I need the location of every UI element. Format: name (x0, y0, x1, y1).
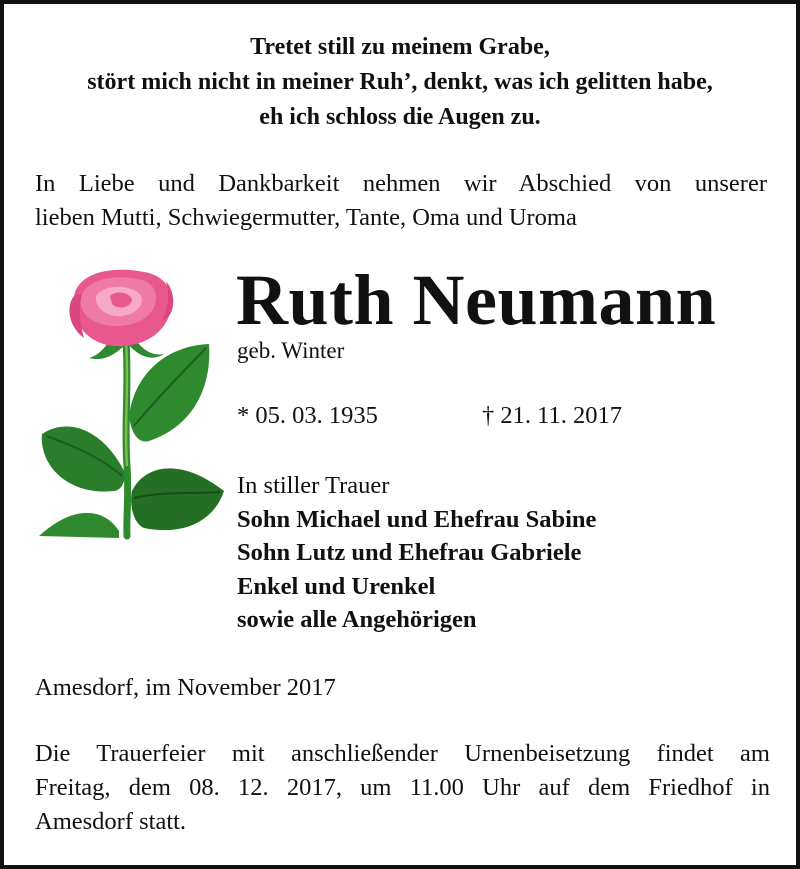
life-dates (237, 399, 622, 433)
verse-line: stört mich nicht in meiner Ruh’, denkt, was ich gelitten habe, (87, 69, 713, 95)
death-date: † 21. 11. 2017 (482, 402, 622, 429)
intro-line: lieben Mutti, Schwiegermutter, Tante, Oma und Uroma (35, 204, 577, 231)
birth-date: * 05. 03. 1935 (237, 402, 378, 429)
funeral-service-info (35, 737, 770, 839)
mourner-entry: Sohn Michael und Ehefrau Sabine (237, 505, 597, 533)
verse-line: Tretet still zu meinem Grabe, (250, 34, 550, 60)
farewell-intro (35, 167, 767, 235)
mourners-heading: In stiller Trauer (237, 472, 390, 499)
place-and-date: Amesdorf, im November 2017 (35, 674, 336, 701)
mourner-entry: sowie alle Angehörigen (237, 606, 477, 633)
birth-name: geb. Winter (237, 338, 345, 363)
intro-line: In Liebe und Dankbarkeit nehmen wir Abschied von unserer (35, 170, 767, 197)
poem-verse (4, 30, 796, 135)
rose-icon (34, 266, 230, 541)
mourner-entry: Sohn Lutz und Ehefrau Gabriele (237, 539, 582, 566)
service-line: Amesdorf statt. (35, 808, 187, 835)
verse-line: eh ich schloss die Augen zu. (259, 104, 541, 130)
mourner-entry: Enkel und Urenkel (237, 572, 436, 600)
service-line: Freitag, dem 08. 12. 2017, um 11.00 Uhr auf dem Friedhof in (35, 774, 770, 801)
service-line: Die Trauerfeier mit anschließender Urnenbeisetzung findet am (35, 740, 770, 767)
deceased-name: Ruth Neumann (236, 260, 717, 340)
mourners-list (237, 469, 596, 637)
